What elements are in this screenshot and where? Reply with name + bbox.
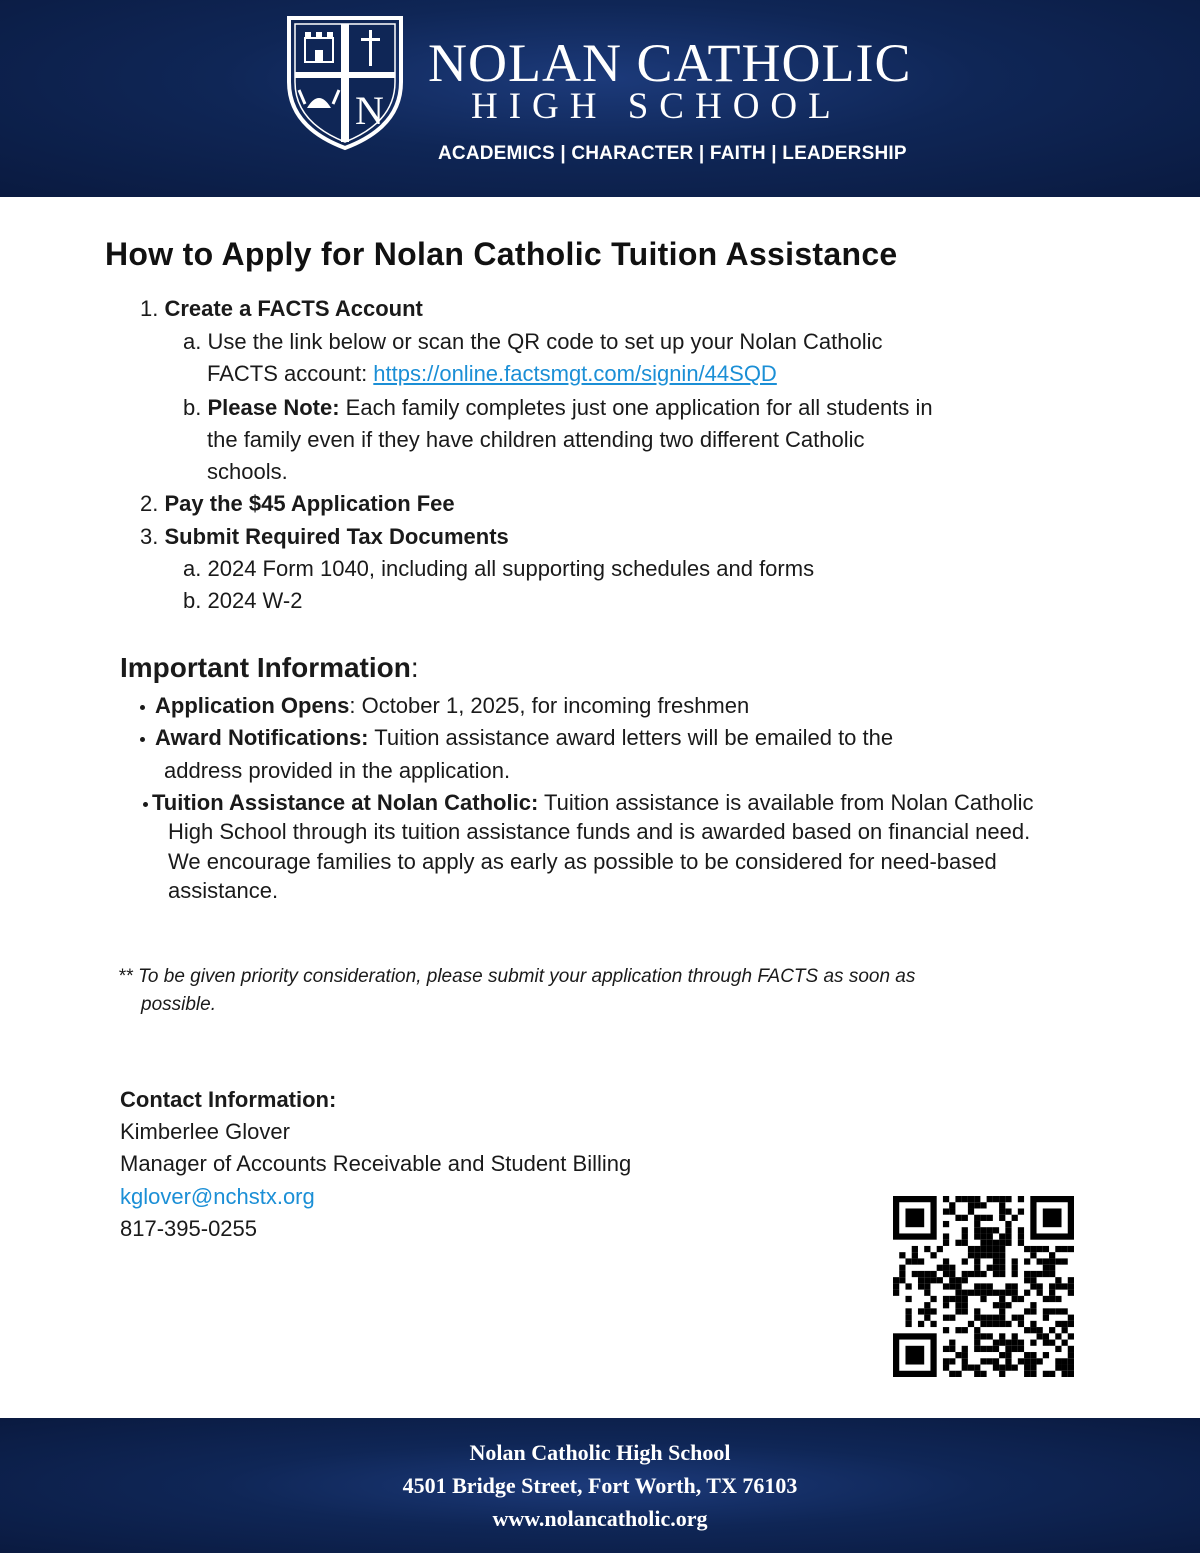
bullet-icon <box>143 802 148 807</box>
important-item-2-cont: address provided in the application. <box>164 758 511 783</box>
bullet-icon <box>140 705 145 710</box>
school-subtitle: HIGH SCHOOL <box>471 86 842 127</box>
step-3a-text: 2024 Form 1040, including all supporting schedules and forms <box>207 556 815 581</box>
footer-school-name: Nolan Catholic High School <box>469 1440 731 1465</box>
priority-note-cont: possible. <box>141 994 216 1015</box>
important-item-3-cont: High School through its tuition assistance funds and is awarded based on financial need. <box>168 819 1031 844</box>
step-3a <box>183 556 814 582</box>
important-item-2-bold: Award Notifications: <box>155 725 369 750</box>
step-1 <box>140 296 423 322</box>
step-1-label: Create a FACTS Account <box>164 296 423 321</box>
important-item-1-text: : October 1, 2025, for incoming freshmen <box>349 693 750 718</box>
important-item-2-text: Tuition assistance award letters will be emailed to the <box>368 725 894 750</box>
important-item-3-cont-2: We encourage families to apply as early as possible to be considered for need-based <box>168 849 997 874</box>
important-item-2 <box>140 725 893 751</box>
contact-phone: 817-395-0255 <box>120 1216 258 1241</box>
step-3 <box>140 524 509 550</box>
step-1a <box>183 329 883 355</box>
important-item-3-cont-3: assistance. <box>168 878 279 903</box>
important-item-3 <box>143 790 1034 816</box>
important-heading-colon: : <box>410 652 419 683</box>
step-3b-letter: b. <box>183 588 202 613</box>
step-2 <box>140 491 455 517</box>
step-1b-bold: Please Note: <box>207 395 340 420</box>
footer-address: 4501 Bridge Street, Fort Worth, TX 76103 <box>402 1473 798 1498</box>
school-tagline: ACADEMICS | CHARACTER | FAITH | LEADERSHIP <box>438 143 907 164</box>
step-2-label: Pay the $45 Application Fee <box>164 491 455 516</box>
step-3a-letter: a. <box>183 556 202 581</box>
step-1b-cont-2: schools. <box>207 459 288 484</box>
step-1b-text: Each family completes just one application for all students in <box>339 395 933 420</box>
step-1a-text-2: FACTS account: <box>207 361 374 386</box>
page-title: How to Apply for Nolan Catholic Tuition Assistance <box>105 236 898 272</box>
step-1b-cont: the family even if they have children attending two different Catholic <box>207 427 865 452</box>
step-1-number: 1. <box>140 296 159 321</box>
important-heading-text: Important Information <box>120 652 411 683</box>
header-banner <box>0 0 1200 197</box>
school-crest-icon <box>283 12 407 152</box>
important-item-1-bold: Application Opens <box>155 693 350 718</box>
school-name: NOLAN CATHOLIC <box>428 33 912 93</box>
step-3-number: 3. <box>140 524 159 549</box>
important-item-1 <box>140 693 749 719</box>
contact-name: Kimberlee Glover <box>120 1119 290 1144</box>
step-3b <box>183 588 302 614</box>
facts-signin-link[interactable]: https://online.factsmgt.com/signin/44SQD <box>373 361 777 386</box>
priority-note: ** To be given priority consideration, please submit your application through FACTS as soon as <box>118 966 916 987</box>
contact-heading: Contact Information: <box>120 1087 337 1112</box>
important-item-3-text: Tuition assistance is available from Nolan Catholic <box>538 790 1034 815</box>
important-heading <box>120 652 419 684</box>
step-1a-text: Use the link below or scan the QR code to set up your Nolan Catholic <box>207 329 883 354</box>
contact-role: Manager of Accounts Receivable and Student Billing <box>120 1151 632 1176</box>
step-1b-letter: b. <box>183 395 202 420</box>
footer-website-link[interactable]: www.nolancatholic.org <box>492 1506 708 1531</box>
important-item-3-bold: Tuition Assistance at Nolan Catholic: <box>152 790 539 815</box>
step-1a-letter: a. <box>183 329 202 354</box>
contact-email-link[interactable]: kglover@nchstx.org <box>120 1184 315 1209</box>
step-1a-cont <box>207 361 777 387</box>
qr-code-icon[interactable] <box>893 1196 1074 1377</box>
step-3b-text: 2024 W-2 <box>207 588 303 613</box>
footer-banner <box>0 1418 1200 1553</box>
step-2-number: 2. <box>140 491 159 516</box>
step-1b <box>183 395 933 421</box>
step-3-label: Submit Required Tax Documents <box>164 524 509 549</box>
bullet-icon <box>140 737 145 742</box>
svg-text:N: N <box>355 88 384 133</box>
